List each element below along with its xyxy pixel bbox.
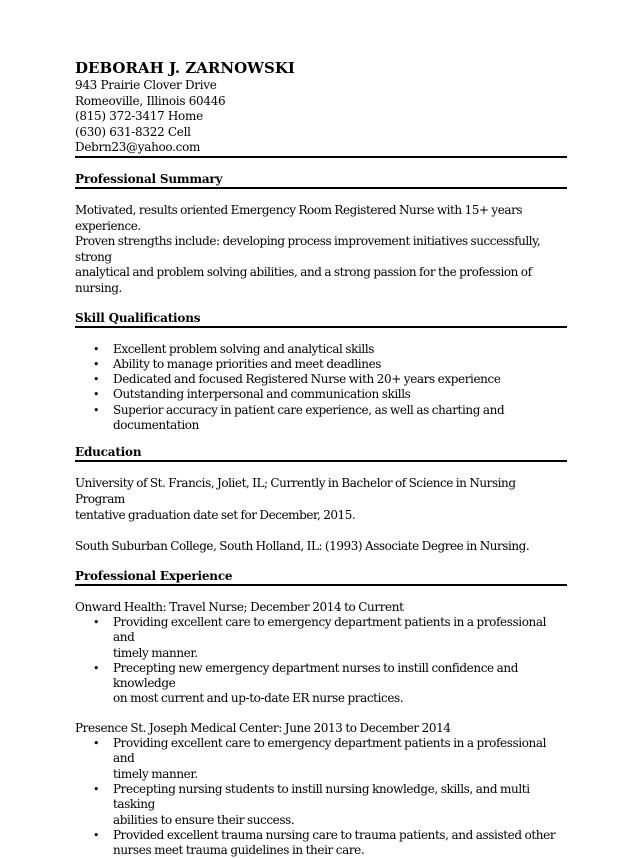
- list-item: • Providing excellent care to emergency department patients in a professional and timely manner.: [93, 614, 547, 660]
- bullet-icon: •: [93, 373, 100, 387]
- job-employer: Presence St. Joseph Medical Center: June 2013 to December 2014: [75, 720, 451, 735]
- summary-line: Proven strengths include: developing process improvement initiatives successfully, strong: [75, 234, 541, 264]
- list-item: • Excellent problem solving and analytical skills: [93, 341, 375, 356]
- bullet-icon: •: [93, 342, 100, 356]
- email-address: Debrn23@yahoo.com: [75, 140, 201, 155]
- summary-line: analytical and problem solving abilities, and a strong passion for the profession of nursing.: [75, 265, 532, 295]
- experience-section: [75, 569, 567, 858]
- education-section: [75, 445, 567, 554]
- summary-section: [75, 172, 567, 297]
- list-item: • Superior accuracy in patient care experience, as well as charting and documentation: [93, 402, 505, 433]
- list-item: • Providing excellent care to emergency department patients in a professional and timely manner.: [93, 736, 547, 781]
- summary-line: Motivated, results oriented Emergency Room Registered Nurse with 15+ years experience.: [75, 202, 523, 233]
- skills-list: [75, 342, 567, 434]
- resume-page: [75, 58, 567, 858]
- list-item: • Dedicated and focused Registered Nurse with 20+ years experience: [93, 372, 501, 387]
- candidate-name: DEBORAH J. ZARNOWSKI: [75, 59, 295, 77]
- list-item: • Provided excellent trauma nursing care to trauma patients, and assisted other nurses meet trauma guidelines in their care.: [93, 827, 556, 858]
- bullet-icon: •: [93, 828, 100, 842]
- job-duties-list: [75, 615, 567, 707]
- summary-heading: Professional Summary: [75, 171, 223, 186]
- bullet-icon: •: [93, 737, 100, 751]
- bullet-icon: •: [93, 403, 100, 417]
- job-employer: Onward Health: Travel Nurse; December 2014 to Current: [75, 599, 404, 614]
- education-entry: South Suburban College, South Holland, IL: (1993) Associate Degree in Nursing.: [75, 539, 530, 554]
- bullet-icon: •: [93, 615, 100, 629]
- list-item: • Precepting nursing students to instill nursing knowledge, skills, and multi tasking abilities to ensure their success.: [93, 781, 530, 827]
- list-item: • Precepting new emergency department nurses to instill confidence and knowledge on most current and up-to-date ER nurse practices.: [93, 660, 519, 706]
- bullet-icon: •: [93, 388, 100, 402]
- cell-phone: (630) 631-8322 Cell: [75, 124, 191, 139]
- resume-header: [75, 58, 567, 156]
- list-item: • Ability to manage priorities and meet deadlines: [93, 356, 382, 371]
- experience-heading: Professional Experience: [75, 568, 233, 583]
- skills-heading: Skill Qualifications: [75, 310, 201, 325]
- bullet-icon: •: [93, 782, 100, 796]
- city-line: Romeoville, Illinois 60446: [75, 93, 226, 108]
- job-duties-list: [75, 736, 567, 858]
- skills-section: [75, 311, 567, 434]
- address-line: 943 Prairie Clover Drive: [75, 78, 217, 92]
- list-item: • Outstanding interpersonal and communication skills: [93, 387, 411, 402]
- education-entry-line: tentative graduation date set for December, 2015.: [75, 507, 356, 522]
- education-heading: Education: [75, 445, 142, 460]
- home-phone: (815) 372-3417 Home: [75, 109, 203, 124]
- bullet-icon: •: [93, 357, 100, 371]
- bullet-icon: •: [93, 661, 100, 675]
- education-entry-line: University of St. Francis, Joliet, IL; Currently in Bachelor of Science in Nursing Program: [75, 476, 516, 506]
